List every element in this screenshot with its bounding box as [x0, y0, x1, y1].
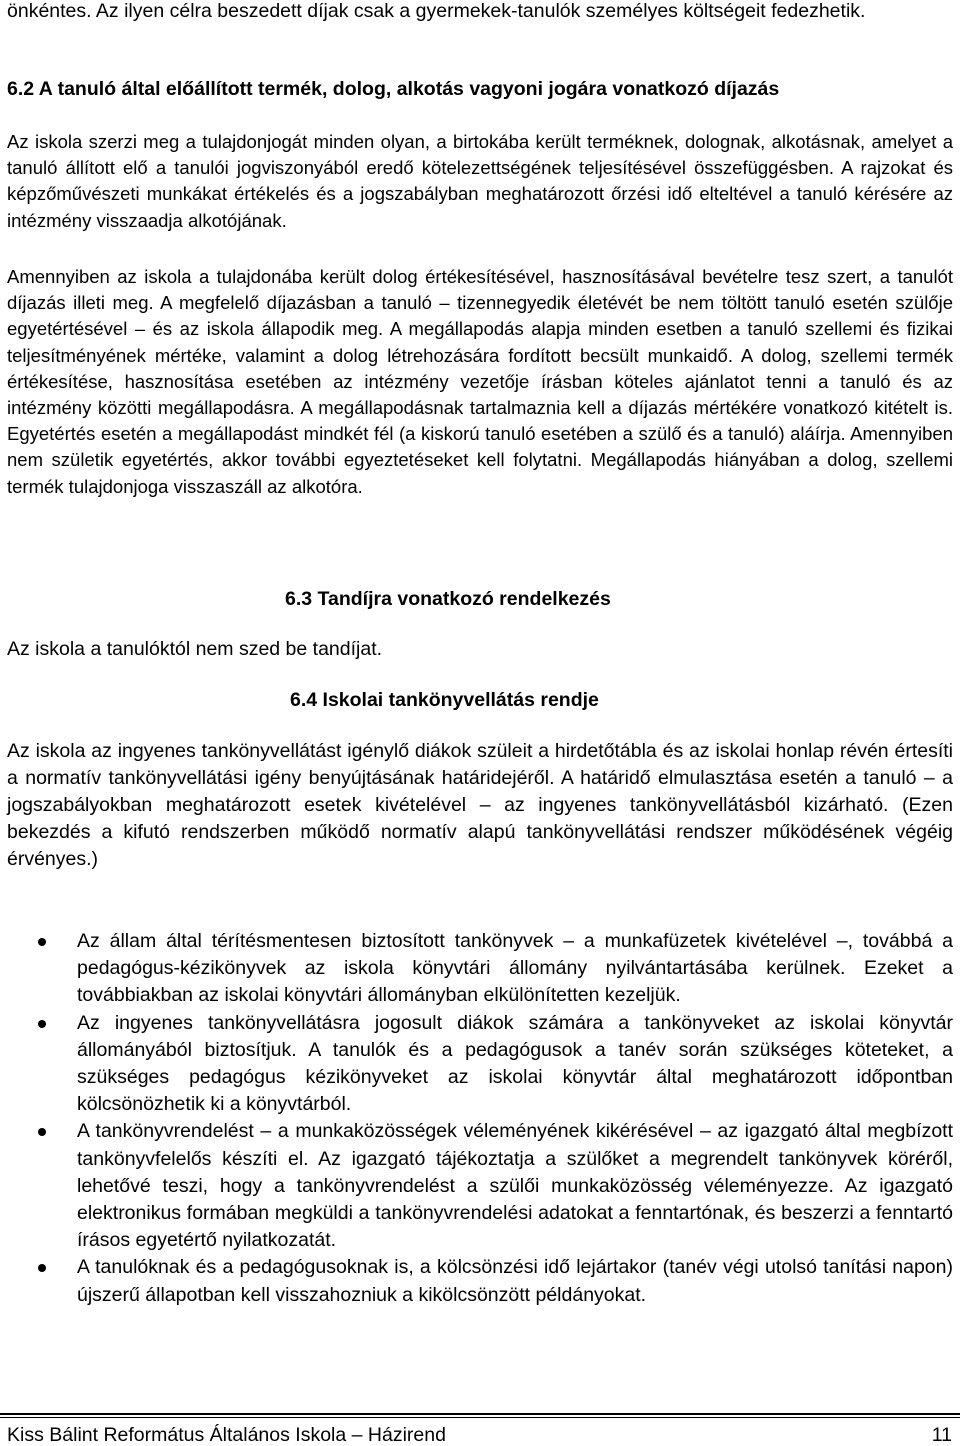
section-6-2-paragraph-2: Amennyiben az iskola a tulajdonába került dolog értékesítésével, hasznosításával bevételre tesz szert, a tanulót díjazás illeti meg. A megfelelő díjazásban a tanuló – tizennegyedik életévét be nem töltött tanuló esetén szülője egyetértésével – és az iskola állapodik meg. A megállapodás alapja minden esetben a tanuló szellemi és fizikai teljesítményének mértéke, valamint a dolog létrehozására fordított becsült munkaidő. A dolog, szellemi termék értékesítése, hasznosítása esetében az intézmény vezetője írásban köteles ajánlatot tenni a tanuló és az intézmény közötti megállapodásra. A megállapodásnak tartalmaznia kell a díjazás mértékére vonatkozó kitételt is. Egyetértés esetén a megállapodást mindkét fél (a kiskorú tanuló esetében a szülő és a tanuló) aláírja. Amennyiben nem születik egyetértés, akkor további egyeztetéseket kell folytatni. Megállapodás hiányában a dolog, szellemi termék tulajdonjoga visszaszáll az alkotóra.	[7, 266, 953, 497]
section-6-3-heading: 6.3 Tandíjra vonatkozó rendelkezés	[285, 588, 611, 610]
bullet-icon	[38, 1128, 46, 1136]
section-6-2-heading: 6.2 A tanuló által előállított termék, dolog, alkotás vagyoni jogára vonatkozó díjazás	[7, 78, 780, 100]
section-6-2-paragraph-1: Az iskola szerzi meg a tulajdonjogát minden olyan, a birtokába került terméknek, dolognak, alkotásnak, amelyet a tanuló állított elő a tanulói jogviszonyából eredő kötelezettségének teljesítésével összefüggésben. A rajzokat és képzőművészeti munkákat értékelés és a jogszabályban meghatározott őrzési idő elteltével a tanuló kérésére az intézmény visszaadja alkotójának.	[7, 131, 953, 231]
footer-divider-thick	[0, 1413, 960, 1415]
intro-paragraph: önkéntes. Az ilyen célra beszedett díjak csak a gyermekek-tanulók személyes költségeit fedezhetik.	[7, 0, 866, 22]
footer-divider-thin	[0, 1417, 960, 1418]
list-item	[0, 1254, 953, 1308]
list-item-text: A tankönyvrendelést – a munkaközösségek véleményének kikérésével – az igazgató által megbízott tankönyvfelelős készíti el. Az igazgató tájékoztatja a szülőket a megrendelt tankönyvek köréről, lehetővé teszi, hogy a tankönyvrendelést a szülői munkaközösség véleményezze. Az igazgató elektronikus formában megküldi a tankönyvrendelési adatokat a fenntartónak, és beszerzi a fenntartó írásos egyetértő nyilatkozatát.	[77, 1120, 953, 1252]
section-6-4-paragraph: Az iskola az ingyenes tankönyvellátást igénylő diákok szüleit a hirdetőtábla és az iskolai honlap révén értesíti a normatív tankönyvellátási igény benyújtásának határidejéről. A határidő elmulasztása esetén a tanuló – a jogszabályokban meghatározott esetek kivételével – az ingyenes tankönyvellátásból kizárható. (Ezen bekezdés a kifutó rendszerben működő normatív alapú tankönyvellátási rendszer működésének végéig érvényes.)	[7, 740, 953, 870]
page-number: 11	[931, 1424, 952, 1446]
section-6-3-paragraph: Az iskola a tanulóktól nem szed be tandíjat.	[7, 638, 383, 660]
bullet-icon	[38, 1020, 46, 1028]
tankonyv-bullet-list	[0, 928, 953, 1309]
list-item-text: Az állam által térítésmentesen biztosított tankönyvek – a munkafüzetek kivételével –, továbbá a pedagógus-kézikönyvek az iskola könyvtári állomány nyilvántartásába kerülnek. Ezeket a továbbiakban az iskolai könyvtári állományban elkülönítetten kezeljük.	[77, 930, 953, 1007]
footer-title: Kiss Bálint Református Általános Iskola – Házirend	[7, 1424, 446, 1446]
bullet-icon	[38, 1264, 46, 1272]
list-item	[0, 1010, 953, 1119]
section-6-4-heading: 6.4 Iskolai tankönyvellátás rendje	[290, 689, 599, 711]
bullet-icon	[38, 938, 46, 946]
list-item-text: Az ingyenes tankönyvellátásra jogosult diákok számára a tankönyveket az iskolai könyvtár állományából biztosítjuk. A tanulók és a pedagógusok a tanév során szükséges köteteket, a szükséges pedagógus kézikönyveket az iskolai könyvtár által meghatározott időpontban kölcsönözhetik ki a könyvtárból.	[77, 1011, 953, 1116]
list-item	[0, 928, 953, 1010]
list-item-text: A tanulóknak és a pedagógusoknak is, a kölcsönzési idő lejártakor (tanév végi utolsó tanítási napon) újszerű állapotban kell visszahozniuk a kikölcsönzött példányokat.	[77, 1256, 953, 1306]
list-item	[0, 1118, 953, 1254]
